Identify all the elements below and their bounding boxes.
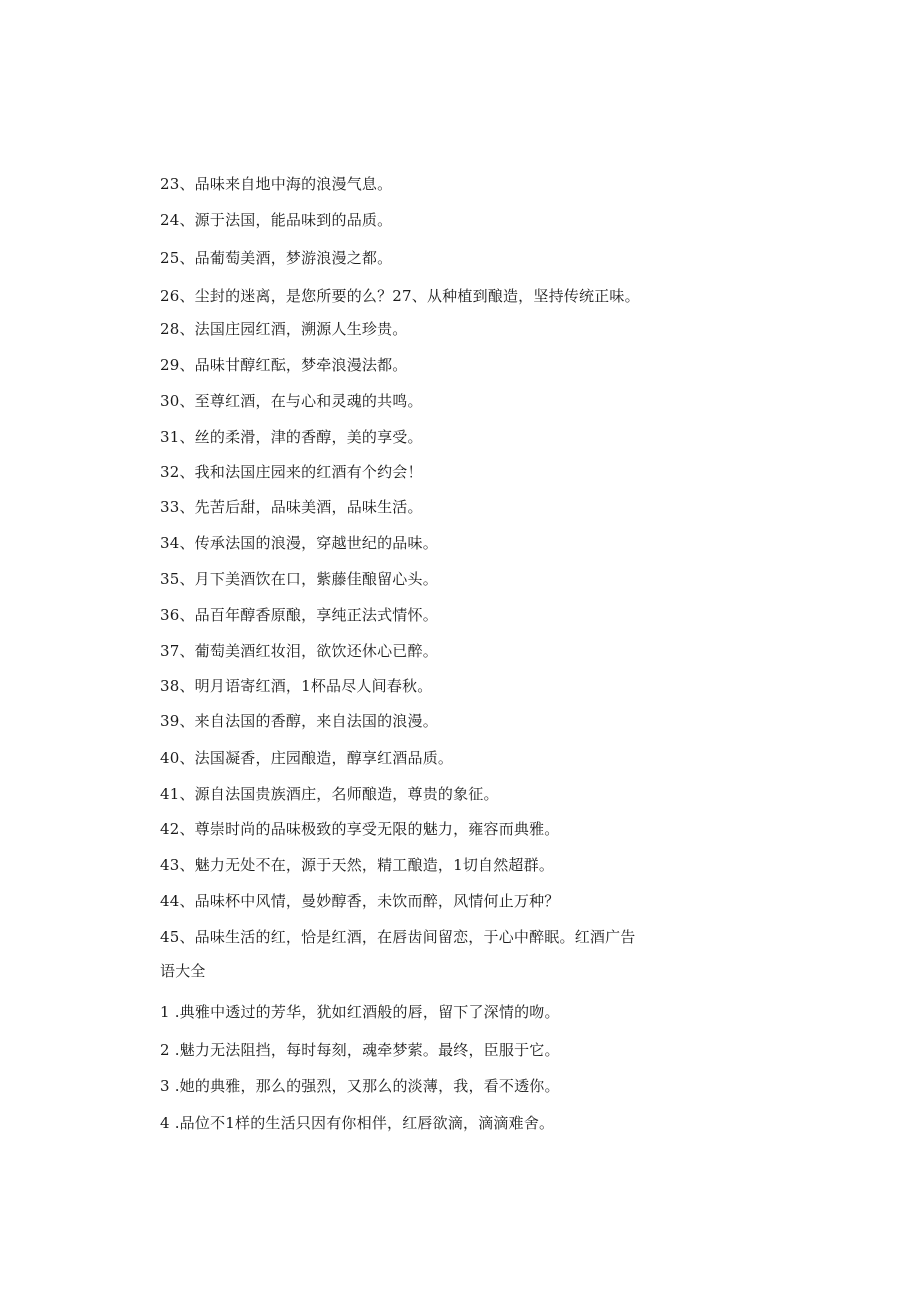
- text-line: 23、品味来自地中海的浪漫气息。: [160, 175, 393, 193]
- text-line: 35、月下美酒饮在口，紫藤佳酿留心头。: [160, 570, 438, 588]
- text-line: 37、葡萄美酒红妆泪，欲饮还休心已醉。: [160, 642, 438, 660]
- text-line: 40、法国凝香，庄园酿造，醇享红酒品质。: [160, 749, 454, 767]
- text-line: 36、品百年醇香原酿，享纯正法式情怀。: [160, 606, 438, 624]
- text-line: 42、尊崇时尚的品味极致的享受无限的魅力，雍容而典雅。: [160, 820, 560, 838]
- text-line: 24、源于法国，能品味到的品质。: [160, 211, 393, 229]
- text-line: 30、至尊红酒，在与心和灵魂的共鸣。: [160, 392, 423, 410]
- text-line: 33、先苦后甜，品味美酒，品味生活。: [160, 498, 423, 516]
- text-line: 43、魅力无处不在，源于天然，精工酿造，1切自然超群。: [160, 856, 555, 874]
- text-line: 31、丝的柔滑，津的香醇，美的享受。: [160, 428, 423, 446]
- text-line: 28、法国庄园红酒，溯源人生珍贵。: [160, 320, 408, 338]
- text-line: 3 .她的典雅，那么的强烈，又那么的淡薄，我，看不透你。: [160, 1077, 560, 1095]
- text-line: 44、品味杯中风情，曼妙醇香，未饮而醉，风情何止万种？: [160, 892, 560, 910]
- text-line: 2 .魅力无法阻挡，每时每刻，魂牵梦萦。最终，臣服于它。: [160, 1041, 560, 1059]
- text-line: 38、明月语寄红酒，1杯品尽人间春秋。: [160, 677, 433, 695]
- text-line: 34、传承法国的浪漫，穿越世纪的品味。: [160, 534, 438, 552]
- text-line: 25、品葡萄美酒，梦游浪漫之都。: [160, 249, 393, 267]
- text-line: 4 .品位不1样的生活只因有你相伴，红唇欲滴，滴滴难舍。: [160, 1114, 555, 1132]
- text-line: 39、来自法国的香醇，来自法国的浪漫。: [160, 712, 438, 730]
- text-line: 29、品味甘醇红酝，梦牵浪漫法都。: [160, 356, 408, 374]
- text-line: 1 .典雅中透过的芳华，犹如红酒般的唇，留下了深情的吻。: [160, 1003, 560, 1021]
- text-line: 41、源自法国贵族酒庄，名师酿造，尊贵的象征。: [160, 785, 499, 803]
- text-line: 32、我和法国庄园来的红酒有个约会！: [160, 463, 423, 481]
- text-line: 45、品味生活的红，恰是红酒，在唇齿间留恋，于心中醉眠。红酒广告: [160, 928, 636, 946]
- text-line: 语大全: [160, 962, 206, 980]
- text-line: 26、尘封的迷离，是您所要的么？27、从种植到酿造，坚持传统正味。: [160, 287, 640, 305]
